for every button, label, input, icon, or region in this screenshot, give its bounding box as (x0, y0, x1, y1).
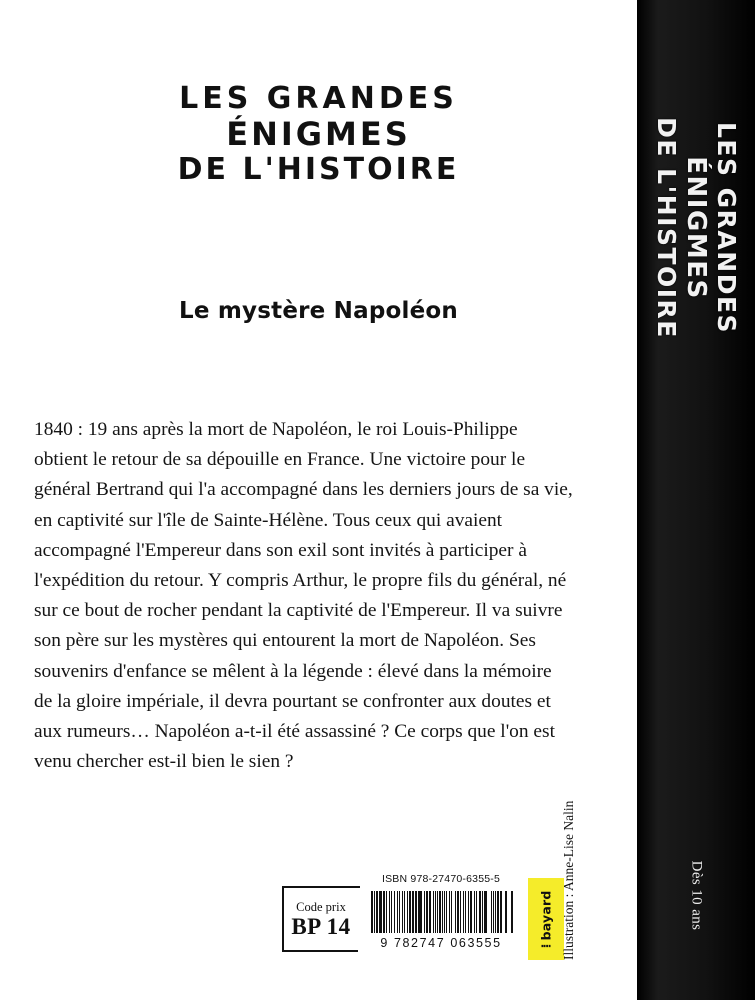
spine-age-text: Dès 10 ans (688, 860, 705, 931)
series-logo-line-3: DE L'HISTOIRE (177, 151, 460, 187)
spine-series-line-3: DE L'HISTOIRE (651, 117, 681, 339)
barcode (358, 873, 524, 952)
blurb-text: 1840 : 19 ans après la mort de Napoléon, le roi Louis-Philippe obtient le retour de sa dépouille en France. Une victoire pour le général Bertrand qui l'a accompagné dans les derniers jours de sa vie, en captivité sur l'île de Sainte-Hélène. Tous ceux qui avaient accompagné l'Empereur dans son exil sont invités à participer à l'expédition du retour. Y compris Arthur, le propre fils du général, né sur ce bout de rocher pendant la captivité de l'Empereur. Il va suivre son père sur les mystères qui entourent la mort de Napoléon. Ses souvenirs d'enfance se mêlent à la légende : élevé dans la mémoire de la gloire impériale, il devra pourtant se confronter aux doutes et aux rumeurs… Napoléon a-t-il été assassiné ? Ce corps que l'on est venu chercher est-il bien le sien ? (34, 419, 573, 773)
price-code-value: BP 14 (291, 913, 351, 939)
barcode-digits: 9 782747 063555 (380, 936, 502, 950)
publisher-name: bayard (538, 889, 554, 940)
spine-age-rating (637, 806, 755, 976)
spine-series-line-1: LES GRANDES (711, 121, 741, 335)
price-code-label: Code prix (296, 899, 346, 914)
back-cover-blurb (34, 415, 574, 777)
spine-series-text (651, 117, 741, 339)
barcode-bars (371, 891, 513, 933)
series-logo-line-1: LES GRANDES (179, 81, 458, 116)
spine-series-line-2: ÉNIGMES (681, 156, 712, 300)
publisher-logo-text (539, 890, 554, 948)
publisher-dots-icon: ⁞ (539, 942, 555, 949)
spine-series-logo (637, 18, 755, 438)
price-code-box (282, 886, 360, 952)
illustration-credit-text: Illustration : Anne-Lise Nalin (561, 800, 576, 960)
publisher-logo (528, 878, 564, 960)
isbn-text: ISBN 978-27470-6355-5 (381, 873, 501, 885)
series-logo-line-2: ÉNIGMES (226, 115, 411, 154)
illustration-credit (561, 760, 588, 960)
series-logo (0, 82, 637, 187)
book-title: Le mystère Napoléon (179, 298, 458, 324)
book-spine (637, 0, 755, 1000)
